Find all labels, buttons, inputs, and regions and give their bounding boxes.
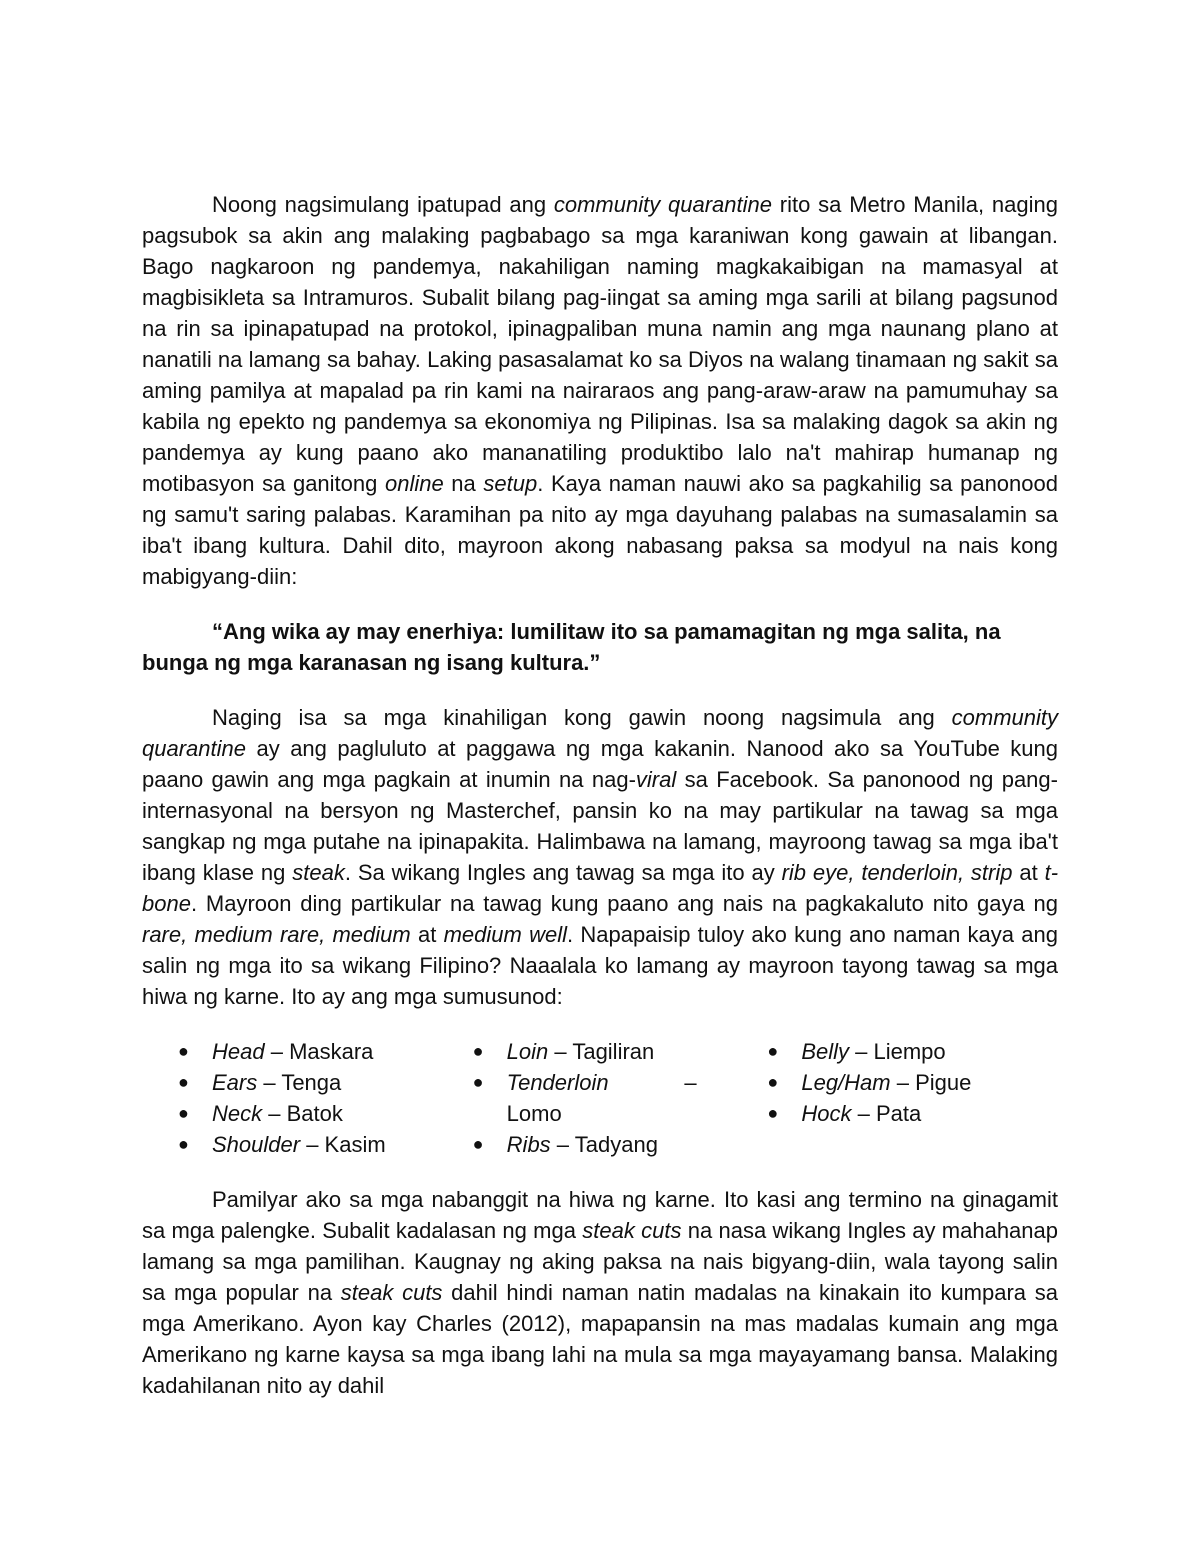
- italic-term: setup: [483, 471, 538, 496]
- italic-term: steak: [292, 860, 345, 885]
- cut-separator: –: [890, 1070, 916, 1095]
- cut-separator: –: [849, 1039, 874, 1064]
- list-item: [174, 1036, 469, 1067]
- text-run: . Napapaisip tuloy ako kung ano naman kaya ang salin ng mga ito sa wikang Filipino? Naaalala ko lamang ay mayroon tayong tawag sa mga hiwa ng karne. Ito ay ang mga sumusunod:: [142, 922, 1058, 1009]
- cut-filipino: Tadyang: [574, 1132, 658, 1157]
- bullet-icon: ●: [767, 1103, 779, 1123]
- cut-english: Tenderloin: [506, 1070, 609, 1095]
- list-item: [763, 1067, 1058, 1098]
- bullet-icon: ●: [178, 1103, 189, 1123]
- text-run: Pamilyar ako sa mga nabanggit na hiwa ng karne. Ito kasi ang termino na ginagamit sa mga palengke. Subalit kadalasan ng mga: [142, 1187, 1058, 1243]
- cut-filipino: Kasim: [324, 1132, 386, 1157]
- cut-filipino: Batok: [286, 1101, 343, 1126]
- italic-term: steak cuts: [340, 1280, 443, 1305]
- bullet-icon: ●: [472, 1041, 484, 1061]
- cuts-column-1: [174, 1036, 469, 1160]
- cut-separator: –: [257, 1070, 282, 1095]
- cuts-column-3: [763, 1036, 1058, 1160]
- bullet-icon: ●: [767, 1041, 779, 1061]
- text-run: ay ang pagluluto at paggawa ng mga kakanin. Nanood ako sa YouTube kung paano gawin ang mga pagkain at inumin na nag-: [142, 736, 1058, 792]
- cut-filipino: Pigue: [915, 1070, 972, 1095]
- text-run: at: [1012, 860, 1045, 885]
- list-item: [174, 1129, 469, 1160]
- text-run: . Sa wikang Ingles ang tawag sa mga ito ay: [344, 860, 782, 885]
- cut-separator: –: [262, 1101, 287, 1126]
- text-run: dahil hindi naman natin madalas na kinakain ito kumpara sa mga Amerikano. Ayon kay Charles (2012), mapapansin na mas madalas kumain ang mga Amerikano ng karne kaysa sa mga ibang lahi na mula sa mga mayayamang bansa. Malaking kadahilanan nito ay dahil: [142, 1280, 1058, 1398]
- text-run: at: [410, 922, 444, 947]
- bullet-icon: ●: [767, 1072, 779, 1092]
- italic-term: t-bone: [142, 860, 1059, 916]
- cut-english: Head: [212, 1039, 265, 1064]
- cut-english: Belly: [801, 1039, 850, 1064]
- bullet-icon: ●: [178, 1134, 189, 1154]
- bullet-icon: ●: [178, 1041, 189, 1061]
- cut-filipino: Tenga: [281, 1070, 342, 1095]
- italic-term: online: [384, 471, 444, 496]
- bullet-icon: ●: [472, 1072, 484, 1092]
- italic-term: medium well: [443, 922, 567, 947]
- italic-term: rib eye, tenderloin, strip: [781, 860, 1013, 885]
- paragraph-familiar: [142, 1184, 1058, 1401]
- cut-separator: –: [550, 1132, 575, 1157]
- text-run: sa Facebook. Sa panonood ng pang-internasyonal na bersyon ng Masterchef, pansin ko na may partikular na tawag sa mga sangkap ng mga putahe na ipinapakita. Halimbawa na lamang, mayroong tawag sa mga iba't ibang klase ng: [142, 767, 1058, 885]
- text-run: Noong nagsimulang ipatupad ang: [212, 192, 554, 217]
- cut-separator: –: [300, 1132, 325, 1157]
- list-item: [174, 1067, 469, 1098]
- list-item: [174, 1098, 469, 1129]
- cut-separator: –: [548, 1039, 573, 1064]
- cuts-column-2: [469, 1036, 764, 1160]
- cut-filipino: Maskara: [289, 1039, 374, 1064]
- cut-filipino: Tagiliran: [572, 1039, 655, 1064]
- italic-term: community quarantine: [553, 192, 773, 217]
- cut-english: Ribs: [506, 1132, 551, 1157]
- cut-filipino: Pata: [875, 1101, 922, 1126]
- text-run: na: [443, 471, 484, 496]
- cut-english: Leg/Ham: [801, 1070, 891, 1095]
- bullet-icon: ●: [178, 1072, 189, 1092]
- cut-english: Ears: [212, 1070, 258, 1095]
- bold-quote: “Ang wika ay may enerhiya: lumilitaw ito sa pamamagitan ng mga salita, na bunga ng mga karanasan ng isang kultura.”: [142, 619, 1001, 675]
- cut-english: Shoulder: [212, 1132, 301, 1157]
- text-run: . Mayroon ding partikular na tawag kung paano ang nais na pagkakaluto nito gaya ng: [190, 891, 1058, 916]
- italic-term: community quarantine: [142, 705, 1058, 761]
- italic-term: viral: [635, 767, 677, 792]
- cut-separator: –: [264, 1039, 290, 1064]
- list-item: [469, 1036, 764, 1067]
- list-item: [469, 1067, 764, 1129]
- paragraph-cooking: [142, 702, 1058, 1012]
- list-item: [763, 1036, 1058, 1067]
- text-run: . Kaya naman nauwi ako sa pagkahilig sa panonood ng samu't saring palabas. Karamihan pa nito ay mga dayuhang palabas na sumasalamin sa iba't ibang kultura. Dahil dito, mayroon akong nabasang paksa sa modyul na nais kong mabigyang-diin:: [142, 471, 1058, 589]
- list-item: [763, 1098, 1058, 1129]
- cut-english: Neck: [212, 1101, 263, 1126]
- cut-split-line: [507, 1067, 697, 1098]
- cut-separator: –: [851, 1101, 876, 1126]
- cut-separator: –: [684, 1070, 697, 1095]
- cut-english: Loin: [506, 1039, 549, 1064]
- cut-english: Hock: [801, 1101, 852, 1126]
- text-run: rito sa Metro Manila, naging pagsubok sa akin ang malaking pagbabago sa mga karaniwan kong gawain at libangan. Bago nagkaroon ng pandemya, nakahiligan naming magkakaibigan na mamasyal at magbisikleta sa Intramuros. Subalit bilang pag-iingat sa aming mga sarili at bilang pagsunod na rin sa ipinapatupad na protokol, ipinagpaliban muna namin ang mga naunang plano at nanatili na lamang sa bahay. Laking pasasalamat ko sa Diyos na walang tinamaan ng sakit sa aming pamilya at mapalad pa rin kami na nairaraos ang pang-araw-araw na pamumuhay sa kabila ng epekto ng pandemya sa ekonomiya ng Pilipinas. Isa sa malaking dagok sa akin ng pandemya ay kung paano ako mananatiling produktibo lalo na't mahirap humanap ng motibasyon sa ganitong: [142, 192, 1059, 496]
- italic-term: rare, medium rare, medium: [142, 922, 411, 947]
- text-run: na nasa wikang Ingles ay mahahanap lamang sa mga pamilihan. Kaugnay ng aking paksa na nais bigyang-diin, wala tayong salin sa mga popular na: [142, 1218, 1058, 1305]
- paragraph-intro: [142, 189, 1058, 592]
- italic-term: steak cuts: [582, 1218, 682, 1243]
- text-run: Naging isa sa mga kinahiligan kong gawin noong nagsimula ang: [212, 705, 952, 730]
- cut-filipino: Lomo: [506, 1101, 562, 1126]
- cut-filipino: Liempo: [873, 1039, 946, 1064]
- bullet-icon: ●: [472, 1134, 484, 1154]
- list-item: [469, 1129, 764, 1160]
- meat-cuts-list: [174, 1036, 1058, 1160]
